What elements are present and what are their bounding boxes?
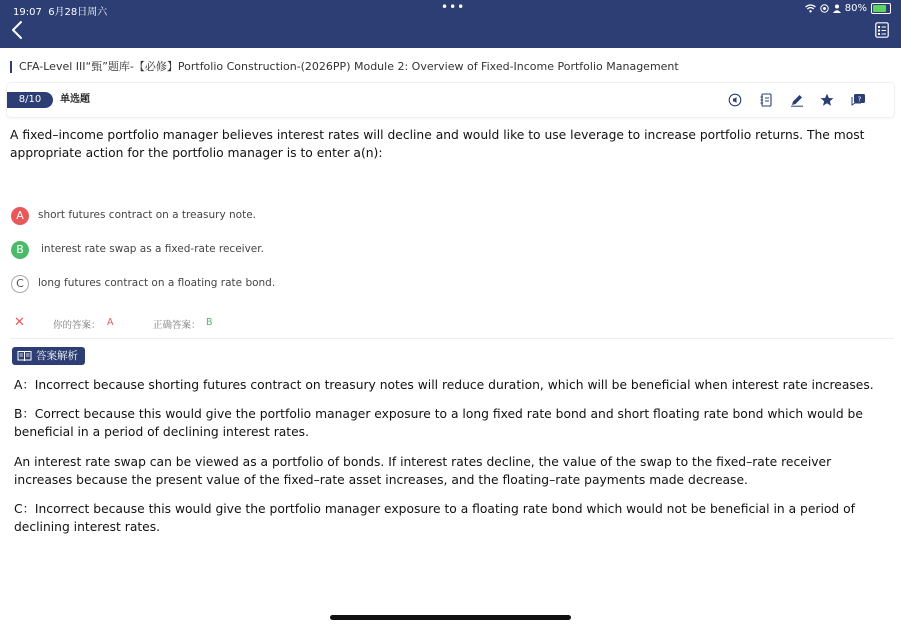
correct-answer-label: 正确答案： <box>153 320 201 331</box>
star-icon <box>820 93 834 107</box>
analysis-paragraph-b: B：Correct because this would give the portfolio manager exposure to a long fixed rate bond and short floating rate bond which would be beneficial in a period of declining interest rates. <box>14 407 863 439</box>
question-type: 单选题 <box>60 94 90 105</box>
audio-button[interactable] <box>726 91 744 109</box>
option-c[interactable] <box>11 275 411 295</box>
wrong-x-icon: ✕ <box>14 315 25 330</box>
question-counter: 8/10 <box>7 92 53 108</box>
status-indicators <box>805 3 891 14</box>
question-list-icon[interactable] <box>875 22 889 38</box>
status-time <box>13 3 107 18</box>
back-arrow-icon[interactable] <box>8 20 28 40</box>
battery-fill <box>873 5 886 12</box>
option-b[interactable] <box>11 241 411 261</box>
svg-text:?: ? <box>857 95 861 104</box>
favorite-button[interactable] <box>818 91 836 109</box>
analysis-tag <box>12 347 85 365</box>
analysis-paragraph-swap: An interest rate swap can be viewed as a portfolio of bonds. If interest rates decline, the value of the swap to the fixed–rate receiver increases because the present value of the fixed–rate asset increases, and the floating–rate payments made decrease. <box>14 455 832 487</box>
battery-percent: 80% <box>844 3 867 14</box>
top-header <box>0 0 901 48</box>
option-a-text: short futures contract on a treasury note. <box>38 209 257 221</box>
option-c-letter: C <box>11 275 29 293</box>
notes-button[interactable] <box>757 91 775 109</box>
home-indicator[interactable] <box>330 615 571 620</box>
analysis-paragraph-a: A：Incorrect because shorting futures contract on treasury notes will reduce duration, which will be beneficial when interest rate increases. <box>14 378 874 392</box>
wifi-icon <box>805 4 816 13</box>
question-bubble-icon <box>851 93 866 107</box>
status-clock: 19:07 <box>13 7 42 18</box>
title-accent-bar <box>10 61 12 73</box>
question-toolbar <box>6 82 895 118</box>
option-b-letter: B <box>11 241 29 259</box>
page-title: CFA-Level III“甄”题库-【必修】Portfolio Construction-(2026PP) Module 2: Overview of Fixed-Income Portfolio Management <box>19 60 679 73</box>
divider <box>10 338 894 339</box>
correct-answer-value: B <box>206 317 213 328</box>
feedback-button[interactable] <box>849 91 867 109</box>
question-text: A fixed–income portfolio manager believes interest rates will decline and would like to use leverage to increase portfolio returns. The most appropriate action for the portfolio manager is to enter a(n): <box>10 128 865 160</box>
answer-result <box>14 316 314 330</box>
sound-icon <box>728 93 742 107</box>
analysis-paragraph-c: C：Incorrect because this would give the portfolio manager exposure to a floating rate bond which would not be beneficial in a period of declining interest rates. <box>14 502 855 534</box>
status-date: 6月28日周六 <box>48 7 108 18</box>
person-icon <box>833 4 841 13</box>
battery-icon <box>871 3 891 14</box>
option-b-text: interest rate swap as a fixed-rate receiver. <box>41 243 264 255</box>
location-icon <box>820 4 829 13</box>
exam-title-bar <box>0 57 901 77</box>
open-book-icon <box>17 350 32 362</box>
your-answer-value: A <box>107 317 114 328</box>
option-a[interactable] <box>11 207 411 227</box>
your-answer-label: 你的答案： <box>53 320 101 331</box>
pencil-icon <box>790 93 804 107</box>
option-a-letter: A <box>11 207 29 225</box>
edit-button[interactable] <box>788 91 806 109</box>
analysis-label: 答案解析 <box>36 350 78 362</box>
multitask-dots[interactable]: ••• <box>441 0 466 14</box>
notebook-icon <box>760 93 773 107</box>
option-c-text: long futures contract on a floating rate bond. <box>38 277 276 289</box>
